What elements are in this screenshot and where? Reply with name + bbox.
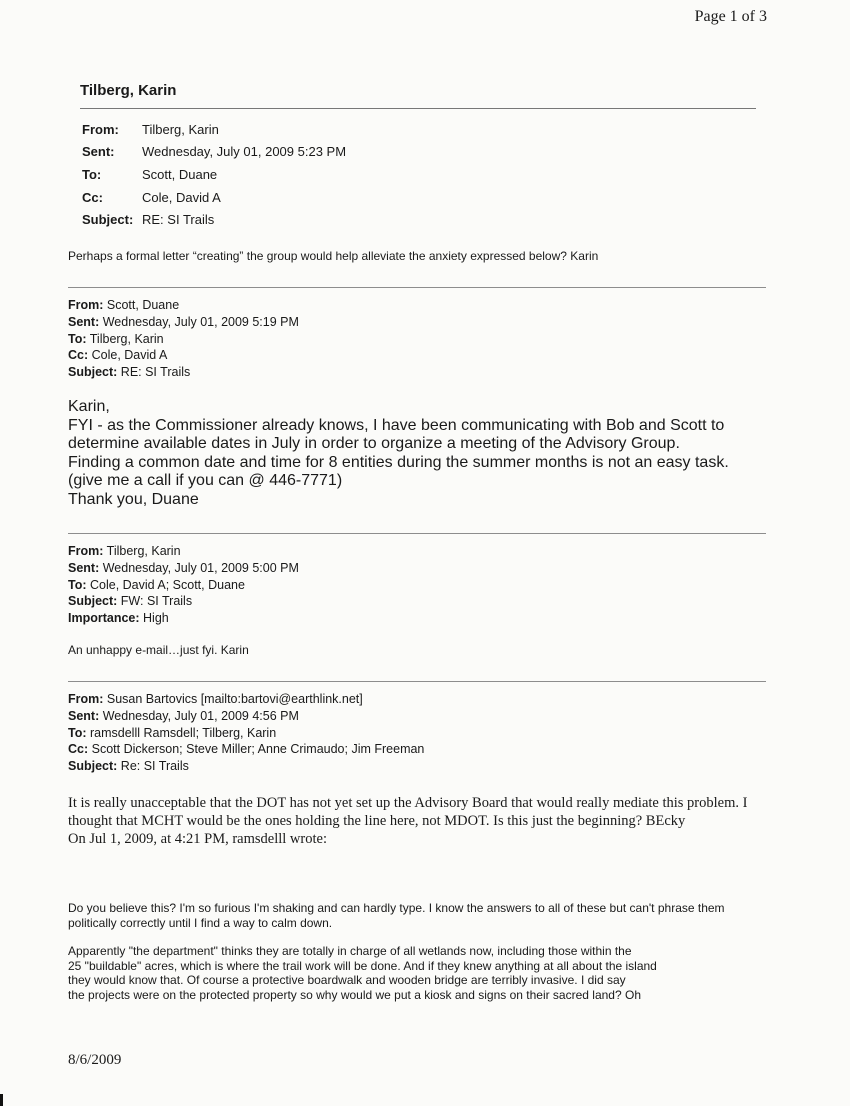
quoted-header [68,691,424,775]
scan-edge-mark [0,1094,3,1106]
footer-date: 8/6/2009 [68,1052,122,1068]
message-separator [68,533,766,534]
quoted-header [68,297,299,381]
quoted-body: An unhappy e-mail…just fyi. Karin [68,643,249,657]
quoted-header-cc: Cc: Cole, David A [68,348,168,363]
mailbox-owner-title: Tilberg, Karin [80,82,177,99]
quoted-paragraph: Apparently "the department" thinks they are totally in charge of all wetlands now, including those within the 25 "buildable" acres, which is where the trail work will be done. And if they knew anything at all about the island they would know that. Of course a protective boardwalk and wooden bridge are terribly invasive. I did say the projects were on the protected property so why would we put a kiosk and signs on their sacred land? Oh [68,944,657,1002]
quoted-header-cc: Cc: Scott Dickerson; Steve Miller; Anne Crimaudo; Jim Freeman [68,742,425,757]
header-cc: Cc: Cole, David A [82,189,221,205]
quoted-header-to: To: Tilberg, Karin [68,331,164,346]
quoted-header-sent: Sent: Wednesday, July 01, 2009 4:56 PM [68,708,299,723]
message-header [82,118,346,231]
quoted-header-sent: Sent: Wednesday, July 01, 2009 5:00 PM [68,560,299,575]
quoted-header-subject: Subject: RE: SI Trails [68,365,191,380]
quoted-header-from: From: Susan Bartovics [mailto:bartovi@earthlink.net] [68,692,363,706]
header-to: To: Scott, Duane [82,166,218,182]
message-separator [68,287,766,288]
header-sent: Sent: Wednesday, July 01, 2009 5:23 PM [82,144,347,160]
quoted-header-to: To: ramsdelll Ramsdell; Tilberg, Karin [68,725,277,740]
quoted-header-from: From: Tilberg, Karin [68,544,181,558]
quoted-body: Do you believe this? I'm so furious I'm shaking and can hardly type. I know the answers to all of these but can't phrase them politically correctly until I find a way to calm down. Apparently "the department" thinks they are totally in charge of all wetlands now, including those within the 25 "buildable" acres, which is where the trail work will be done. And if they knew anything at all about the island they would know that. Of course a protective boardwalk and wooden bridge are terribly invasive. I did say the projects were on the protected property so why would we put a kiosk and signs on their sacred land? Oh [68,901,768,1017]
quoted-header-to: To: Cole, David A; Scott, Duane [68,577,245,592]
message-separator [68,681,766,682]
quoted-header-sent: Sent: Wednesday, July 01, 2009 5:19 PM [68,314,299,329]
quoted-header-subject: Subject: FW: SI Trails [68,594,193,609]
quoted-body: It is really unacceptable that the DOT has not yet set up the Advisory Board that would really mediate this problem. I thought that MCHT would be the ones holding the line here, not MDOT. Is this just the beginning? BEcky On Jul 1, 2009, at 4:21 PM, ramsdelll wrote: [68,795,748,847]
header-subject: Subject: RE: SI Trails [82,212,215,228]
page-number: Page 1 of 3 [694,8,767,25]
header-from: From: Tilberg, Karin [82,121,219,137]
message-body: Perhaps a formal letter “creating” the group would help alleviate the anxiety expressed below? Karin [68,249,599,263]
quoted-body: Karin, FYI - as the Commissioner already knows, I have been communicating with Bob and Scott to determine available dates in July in order to organize a meeting of the Advisory Group. Finding a common date and time for 8 entities during the summer months is not an easy task. (give me a call if you can @ 446-7771) Thank you, Duane [68,398,729,508]
quoted-header-subject: Subject: Re: SI Trails [68,759,189,774]
quoted-header-importance: Importance: High [68,611,169,626]
title-divider [80,108,756,109]
quoted-header-from: From: Scott, Duane [68,298,180,312]
quoted-header [68,543,299,627]
